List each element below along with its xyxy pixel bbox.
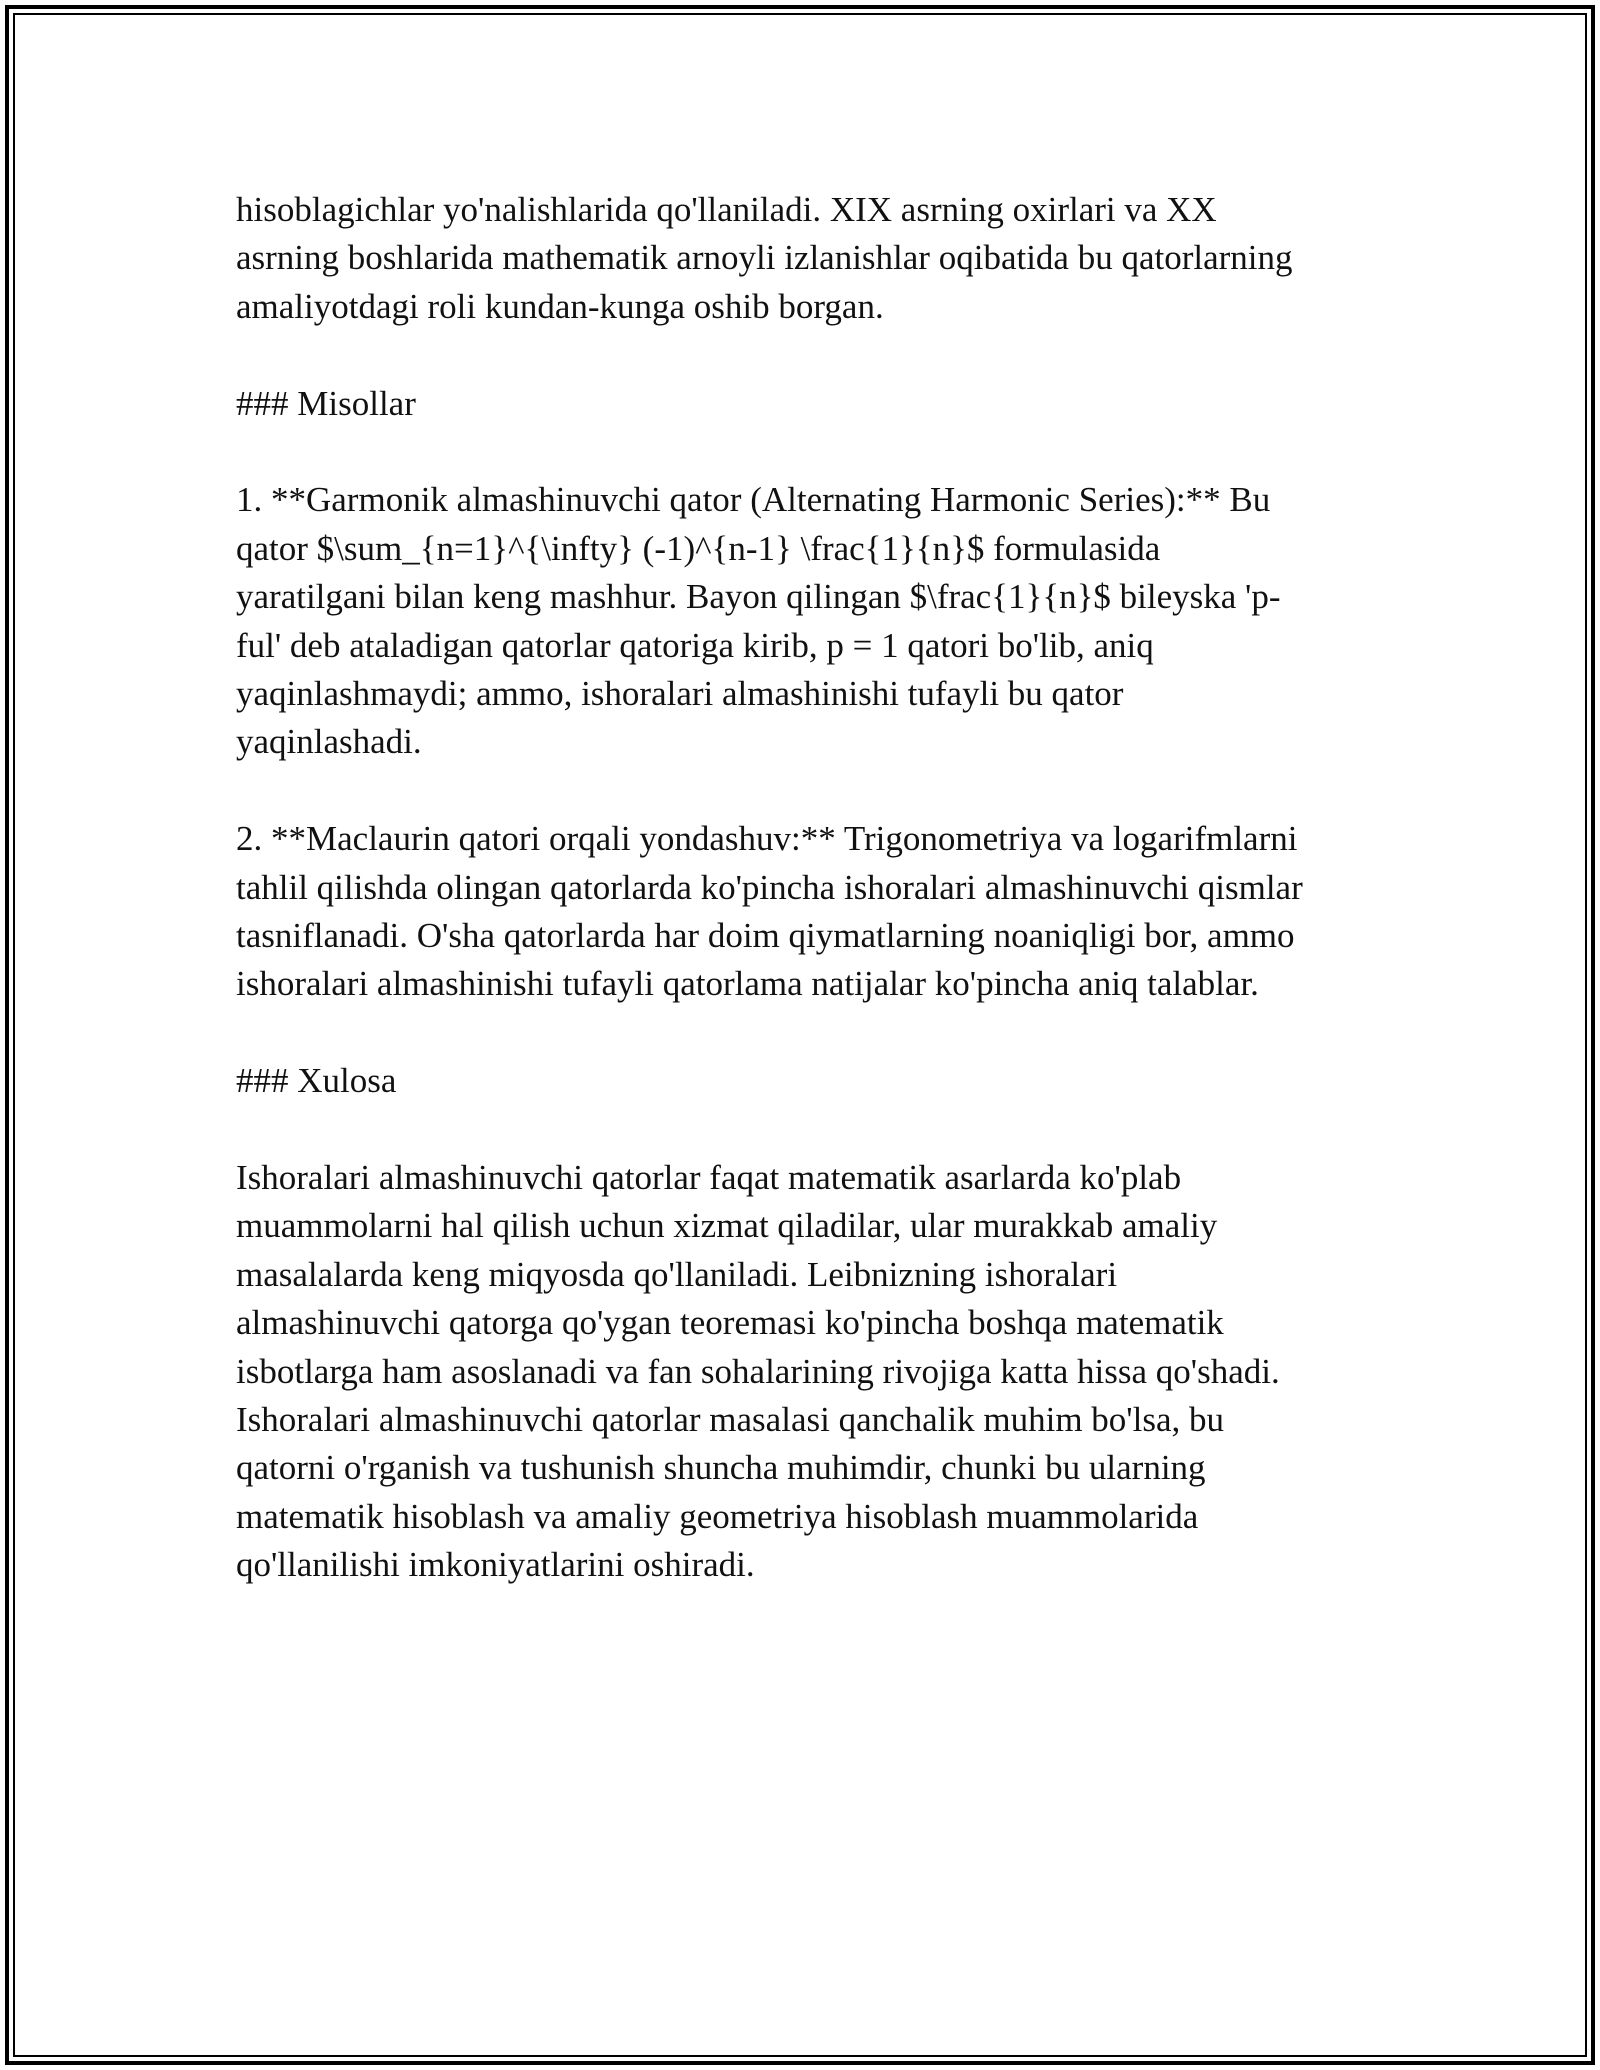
paragraph-example-1: 1. **Garmonik almashinuvchi qator (Alternating Harmonic Series):** Bu qator $\sum_{n=1}^{\infty} (-1)^{n-1} \frac{1}{n}$ formulasida yaratilgani bilan keng mashhur. Bayon qilingan $\frac{1}{n}$ bileyska 'p- ful' deb ataladigan qatorlar qatoriga kirib, p = 1 qatori bo'lib, aniq yaqinlashmaydi; ammo, ishoralari almashinishi tufayli bu qator yaqinlashadi. (236, 480, 1281, 762)
heading-xulosa: ### Xulosa (236, 1061, 397, 1101)
paragraph-intro-continuation: hisoblagichlar yo'nalishlarida qo'llaniladi. XIX asrning oxirlari va XX asrning boshlarida mathematik arnoyli izlanishlar oqibatida bu qatorlarning amaliyotdagi roli kundan-kunga oshib borgan. (236, 190, 1293, 326)
document-body (236, 186, 1366, 1638)
paragraph-example-2: 2. **Maclaurin qatori orqali yondashuv:** Trigonometriya va logarifmlarni tahlil qilishda olingan qatorlarda ko'pincha ishoralari almashinuvchi qismlar tasniflanadi. O'sha qatorlarda har doim qiymatlarning noaniqligi bor, ammo ishoralari almashinishi tufayli qatorlama natijalar ko'pincha aniq talablar. (236, 819, 1303, 1004)
heading-misollar: ### Misollar (236, 383, 416, 423)
paragraph-conclusion: Ishoralari almashinuvchi qatorlar faqat matematik asarlarda ko'plab muammolarni hal qilish uchun xizmat qiladilar, ular murakkab amaliy masalalarda keng miqyosda qo'llaniladi. Leibnizning ishoralari almashinuvchi qatorga qo'ygan teoremasi ko'pincha boshqa matematik isbotlarga ham asoslanadi va fan sohalarining rivojiga katta hissa qo'shadi. Ishoralari almashinuvchi qatorlar masalasi qanchalik muhim bo'lsa, bu qatorni o'rganish va tushunish shuncha muhimdir, chunki bu ularning matematik hisoblash va amaliy geometriya hisoblash muammolarida qo'llanilishi imkoniyatlarini oshiradi. (236, 1158, 1280, 1585)
